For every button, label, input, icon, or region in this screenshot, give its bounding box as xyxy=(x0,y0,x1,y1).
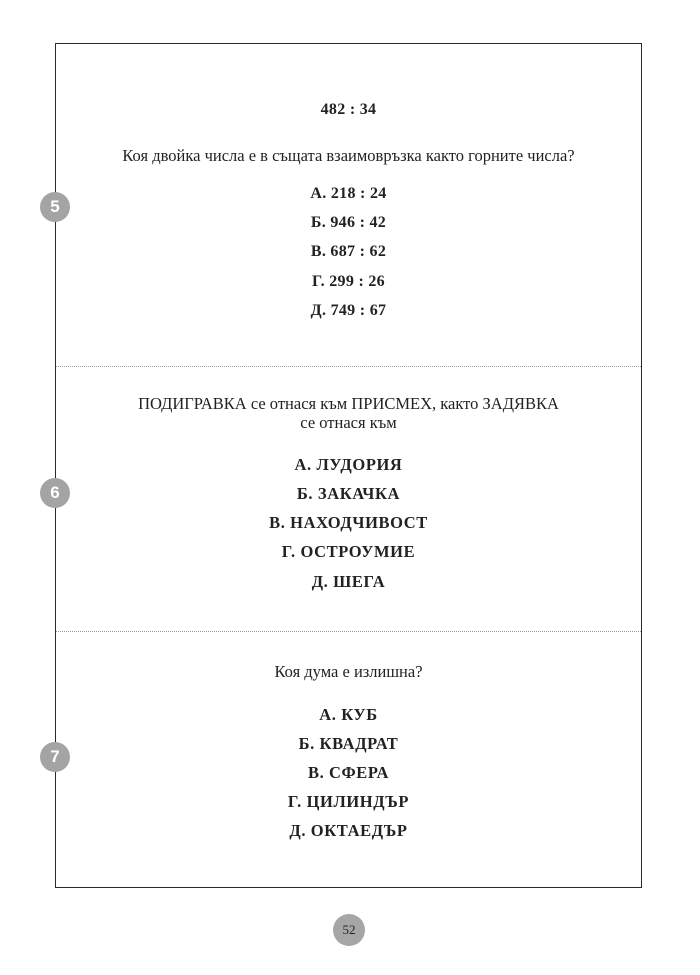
section-divider xyxy=(56,631,641,632)
answer-option: В. СФЕРА xyxy=(307,763,390,782)
answer-option: Д. ОКТАЕДЪР xyxy=(289,821,408,840)
question-prompt: Коя двойка числа е в същата взаимовръзка както горните числа? xyxy=(122,146,575,165)
answer-option: А. ЛУДОРИЯ xyxy=(294,455,403,474)
question-prompt-line: се отнася към xyxy=(300,413,397,432)
answer-option: А. 218 : 24 xyxy=(310,185,387,202)
answer-option: Д. 749 : 67 xyxy=(310,302,387,319)
question-number-badge: 7 xyxy=(40,742,70,772)
question-number-badge: 6 xyxy=(40,478,70,508)
answer-option: Г. ЦИЛИНДЪР xyxy=(287,792,410,811)
answer-option: В. НАХОДЧИВОСТ xyxy=(269,513,428,532)
question-number-badge: 5 xyxy=(40,192,70,222)
answer-option: Г. ОСТРОУМИЕ xyxy=(281,542,416,561)
question-prompt-line: ПОДИГРАВКА се отнася към ПРИСМЕХ, както ЗАДЯВКА xyxy=(138,394,559,413)
question-prompt: Коя дума е излишна? xyxy=(274,662,423,681)
question-number-pair: 482 : 34 xyxy=(320,101,377,118)
answer-option: Б. 946 : 42 xyxy=(310,214,387,231)
answer-option: Б. ЗАКАЧКА xyxy=(296,484,401,503)
answer-option: Б. КВАДРАТ xyxy=(298,734,399,753)
answer-option: А. КУБ xyxy=(319,705,378,724)
page-number: 52 xyxy=(333,914,365,946)
section-divider xyxy=(56,366,641,367)
answer-option: Д. ШЕГА xyxy=(311,572,386,591)
answer-option: Г. 299 : 26 xyxy=(311,273,385,290)
answer-option: В. 687 : 62 xyxy=(310,243,387,260)
